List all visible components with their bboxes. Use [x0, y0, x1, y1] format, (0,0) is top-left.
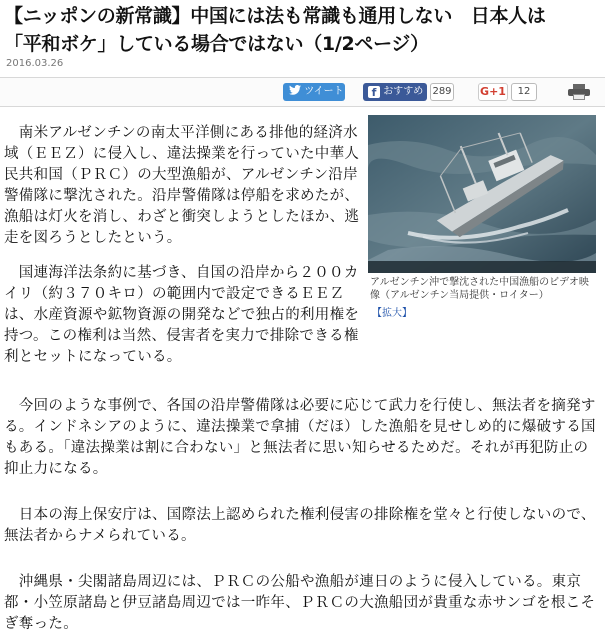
twitter-bird-icon [289, 85, 301, 95]
facebook-recommend-button[interactable] [363, 83, 427, 101]
article-paragraph-4: 日本の海上保安庁は、国際法上認められた権利侵害の排除権を堂々と行使しないので、無法者からナメられている。 [4, 507, 596, 544]
headline-line-2: 「平和ボケ」している場合ではない（1/2ページ） [4, 33, 429, 55]
photo-caption: アルゼンチン沖で撃沈された中国漁船のビデオ映像（アルゼンチン当局提供・ロイター） [370, 277, 589, 301]
article-photo-fishing-vessel[interactable] [368, 115, 596, 273]
share-bar [0, 77, 605, 107]
headline-line-1: 【ニッポンの新常識】中国には法も常識も通用しない 日本人は [4, 5, 546, 27]
article-paragraph-1: 南米アルゼンチンの南太平洋側にある排他的経済水域（ＥＥＺ）に侵入し、違法操業を行っていた中華人民共和国（ＰＲＣ）の大型漁船が、アルゼンチン沿岸警備隊に撃沈された。沿岸警備隊は停船を求めたが、漁船は灯火を消し、わざと衝突しようとしたほか、逃走を図ろうとしたという。 [4, 125, 360, 246]
google-plus-button[interactable]: G+1 [478, 83, 508, 101]
facebook-icon: f [368, 86, 380, 98]
article-paragraph-2: 国連海洋法条約に基づき、自国の沿岸から２００カイリ（約３７０キロ）の範囲内で設定できるＥＥＺは、水産資源や鉱物資源の開発などで独占的利用権を持つ。この権利は当然、侵害者を実力で排除できる権利とセットになっている。 [4, 265, 360, 365]
tweet-button[interactable] [283, 83, 345, 101]
publish-date: 2016.03.26 [6, 58, 64, 69]
printer-icon[interactable] [568, 84, 590, 100]
article-headline [4, 2, 602, 58]
tweet-label: ツイート [304, 86, 344, 97]
google-plus-count: 12 [511, 83, 537, 101]
enlarge-photo-link[interactable]: 【拡大】 [372, 308, 412, 319]
article-paragraph-3: 今回のような事例で、各国の沿岸警備隊は必要に応じて武力を行使し、無法者を摘発する。インドネシアのように、違法操業で拿捕（だほ）した漁船を見せしめ的に爆破する国もある。「違法操業は割に合わない」と無法者に思い知らせるためだ。それが再犯防止の抑止力になる。 [4, 398, 596, 477]
article-paragraph-5: 沖縄県・尖閣諸島周辺には、ＰＲＣの公船や漁船が連日のように侵入している。東京都・小笠原諸島と伊豆諸島周辺では一昨年、ＰＲＣの大漁船団が貴重な赤サンゴを根こそぎ奪った。 [4, 574, 596, 632]
facebook-recommend-label: おすすめ [383, 86, 424, 97]
facebook-count: 289 [430, 83, 454, 101]
